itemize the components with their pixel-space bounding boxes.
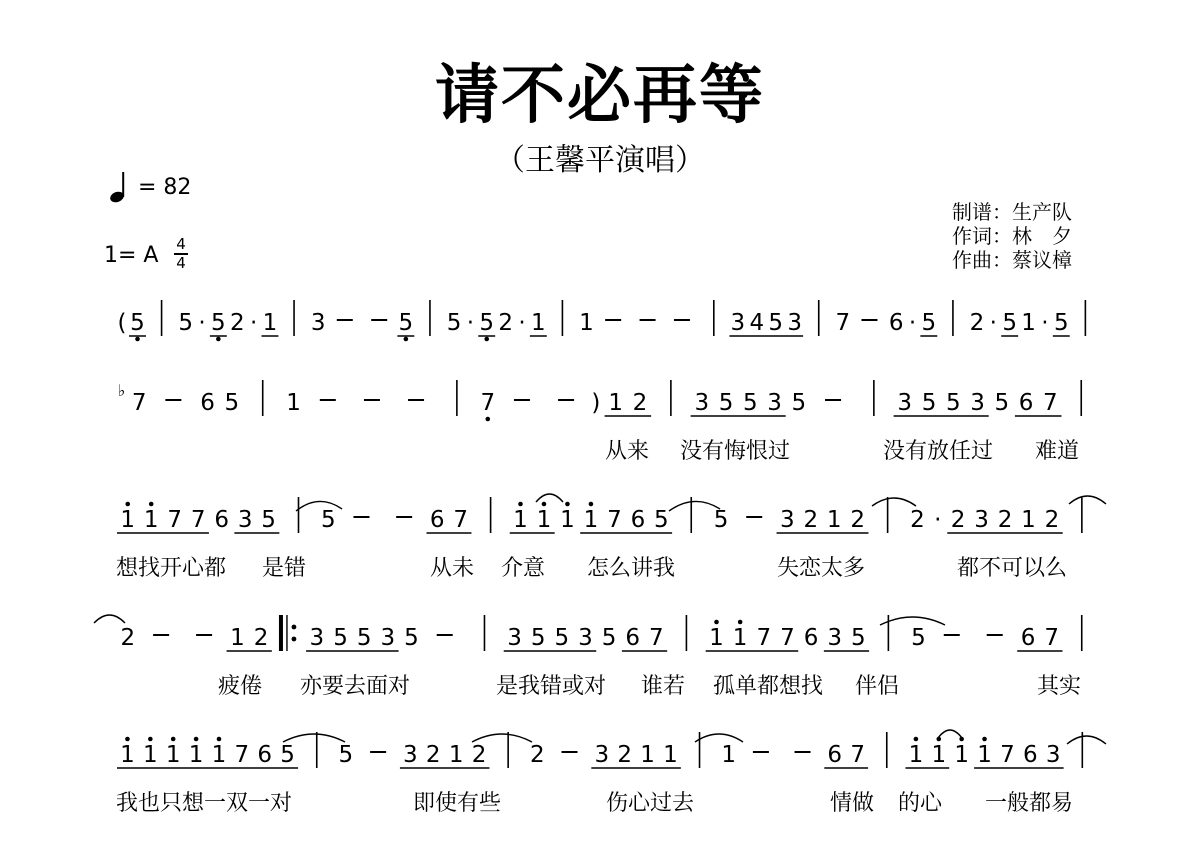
note: 7	[453, 507, 469, 533]
note: 5	[994, 390, 1010, 416]
note: 5	[921, 310, 937, 336]
note: 3	[403, 742, 418, 768]
note: 5	[321, 507, 336, 533]
lyric: 从未	[430, 556, 475, 581]
lyric: 情做	[830, 791, 875, 816]
note: 6	[827, 742, 843, 768]
slur	[472, 734, 532, 742]
note: 3	[767, 390, 782, 416]
note: 5	[338, 742, 354, 768]
note: 2	[617, 742, 632, 768]
note: 5	[280, 742, 295, 768]
score-system	[118, 300, 1086, 341]
open-paren: (	[117, 310, 127, 336]
note: 1	[583, 507, 599, 533]
note: 3	[827, 625, 842, 651]
octave-dot-below	[404, 337, 409, 342]
score-system	[118, 380, 1082, 464]
note: 7	[234, 742, 250, 768]
lyric: 一般都易	[985, 791, 1074, 816]
note: 7	[649, 625, 664, 651]
note: 1	[120, 742, 135, 768]
note: 2	[229, 310, 245, 336]
note: 1	[977, 742, 992, 768]
slur	[283, 734, 345, 742]
note: 2	[632, 390, 648, 416]
note: 3	[578, 625, 593, 651]
octave-dot-above	[589, 502, 594, 507]
slur	[872, 498, 916, 506]
dot: ·	[934, 507, 942, 533]
note: 5	[791, 390, 807, 416]
note: 7	[850, 742, 865, 768]
lyric: 孤单都想找	[713, 674, 824, 699]
lyric: 伤心过去	[606, 791, 695, 816]
note: 1	[640, 742, 655, 768]
note: 7	[1044, 625, 1059, 651]
note: 1	[531, 310, 546, 336]
lyric: 其实	[1037, 674, 1082, 699]
note: 2	[950, 507, 966, 533]
tempo-value: = 82	[138, 175, 192, 200]
dot: ·	[466, 310, 475, 336]
note: 6	[257, 742, 273, 768]
note: 3	[779, 507, 795, 533]
lyric: 没有放任过	[883, 439, 994, 464]
note: 2	[850, 507, 866, 533]
dot: ·	[249, 310, 258, 336]
credit-value: 林 夕	[1012, 224, 1072, 248]
score-system	[120, 615, 1081, 699]
credit-label: 作曲：	[952, 248, 1012, 272]
slur	[880, 617, 945, 625]
note: 2	[471, 742, 487, 768]
note: 1	[709, 625, 724, 651]
note: 5	[398, 310, 414, 336]
note: 5	[554, 625, 570, 651]
note: 1	[120, 507, 136, 533]
lyric: 没有悔恨过	[680, 439, 791, 464]
note: 3	[787, 310, 802, 336]
note: 1	[230, 625, 245, 651]
slur	[938, 730, 962, 738]
lyric: 我也只想一双一对	[116, 791, 293, 816]
note: 5	[850, 625, 866, 651]
note: 3	[974, 507, 989, 533]
note: 5	[713, 507, 729, 533]
octave-dot-above	[149, 502, 154, 507]
dot: ·	[518, 310, 526, 336]
octave-dot-above	[714, 620, 719, 625]
score-system	[116, 732, 1082, 816]
note: 5	[211, 310, 226, 336]
note: 1	[188, 742, 204, 768]
lyric: 即使有些	[413, 791, 502, 816]
note: 6	[625, 625, 641, 651]
note: 5	[601, 625, 617, 651]
slur	[1067, 736, 1106, 744]
time-signature-denominator: 4	[176, 254, 186, 272]
slur	[695, 734, 743, 742]
credit-label: 作词：	[952, 224, 1012, 248]
note: 3	[594, 742, 610, 768]
note: 1	[1021, 310, 1036, 336]
octave-dot-below	[485, 417, 490, 422]
note: 2	[997, 507, 1013, 533]
note: 3	[730, 310, 746, 336]
credit-label: 制谱：	[952, 200, 1012, 224]
lyric: 从来	[605, 439, 650, 464]
note: 6	[630, 507, 646, 533]
time-signature-numerator: 4	[176, 235, 186, 253]
note: 7	[780, 625, 795, 651]
note: 1	[608, 390, 624, 416]
note: 5	[718, 390, 734, 416]
note: 2	[253, 625, 269, 651]
note: 7	[835, 310, 851, 336]
song-title: 请不必再等	[435, 59, 765, 133]
note: 3	[237, 507, 253, 533]
lyric: 伴侣	[855, 674, 900, 699]
note: 2	[529, 742, 545, 768]
note: 7	[480, 390, 496, 416]
octave-dot-above	[171, 737, 176, 742]
dot: ·	[198, 310, 206, 336]
note: 6	[888, 310, 904, 336]
key-text: 1= A	[104, 243, 159, 268]
octave-dot-above	[914, 737, 919, 742]
note: 6	[803, 625, 819, 651]
lyric: 都不可以么	[957, 556, 1068, 581]
octave-dot-below	[216, 337, 221, 342]
octave-dot-above	[217, 737, 222, 742]
octave-dot-above	[148, 737, 153, 742]
note: 4	[749, 310, 765, 336]
note: 1	[286, 390, 301, 416]
note: 5	[446, 310, 462, 336]
note: 7	[167, 507, 183, 533]
note: 7	[607, 507, 622, 533]
note: 5	[530, 625, 546, 651]
note: 3	[1045, 742, 1061, 768]
note: 7	[1000, 742, 1015, 768]
note: 2	[120, 625, 136, 651]
lyric: 谁若	[641, 674, 686, 699]
note: 5	[1002, 310, 1018, 336]
note: 5	[333, 625, 348, 651]
credit-value: 生产队	[1012, 200, 1072, 224]
dot: ·	[989, 310, 997, 336]
note: 5	[921, 390, 937, 416]
note: 1	[954, 742, 969, 768]
note: 1	[536, 507, 552, 533]
lyric: 失恋太多	[777, 556, 866, 581]
note: 1	[448, 742, 464, 768]
note: 5	[742, 390, 758, 416]
note: 3	[897, 390, 913, 416]
octave-dot-below	[135, 337, 140, 342]
lyric: 亦要去面对	[300, 674, 411, 699]
octave-dot-above	[194, 737, 199, 742]
octave-dot-above	[125, 502, 130, 507]
lyric: 怎么讲我	[587, 556, 676, 581]
note: 1	[908, 742, 924, 768]
note: 5	[404, 625, 419, 651]
note: 1	[165, 742, 181, 768]
performer-subtitle: （王馨平演唱）	[495, 143, 705, 178]
note: 1	[513, 507, 528, 533]
note: 6	[1022, 742, 1038, 768]
note: 3	[970, 390, 985, 416]
slur	[1069, 496, 1106, 504]
note: 1	[262, 310, 278, 336]
note: 1	[211, 742, 227, 768]
note: 1	[721, 742, 736, 768]
note: 5	[356, 625, 372, 651]
repeat-dot	[292, 637, 297, 642]
repeat-bar-thick	[279, 615, 283, 651]
note: 1	[826, 507, 842, 533]
note: 2	[498, 310, 513, 336]
note: 1	[143, 507, 159, 533]
lyric: 介意	[501, 556, 546, 581]
note: 1	[1021, 507, 1036, 533]
octave-dot-above	[125, 737, 130, 742]
slur	[94, 615, 125, 623]
note: 1	[560, 507, 575, 533]
score-system	[116, 497, 1082, 581]
note: 2	[910, 507, 925, 533]
octave-dot-above	[982, 737, 987, 742]
note: 3	[310, 310, 326, 336]
credit-value: 蔡议樟	[1012, 248, 1072, 272]
lyric: 难道	[1035, 439, 1080, 464]
note: 5	[768, 310, 784, 336]
note: 7	[1043, 390, 1058, 416]
note: 5	[945, 390, 961, 416]
note: 6	[214, 507, 229, 533]
note: 1	[579, 310, 594, 336]
note: 1	[732, 625, 748, 651]
lyric: 想找开心都	[116, 556, 227, 581]
dot: ·	[1041, 310, 1049, 336]
octave-dot-above	[738, 620, 743, 625]
octave-dot-above	[542, 502, 547, 507]
lyric: 是我错或对	[496, 674, 607, 699]
note: 3	[309, 625, 325, 651]
note: 5	[178, 310, 193, 336]
note: 6	[1018, 390, 1034, 416]
note: 2	[969, 310, 985, 336]
octave-dot-below	[484, 337, 489, 342]
note: 5	[261, 507, 276, 533]
note: 7	[131, 390, 147, 416]
note: 3	[380, 625, 396, 651]
note: 5	[130, 310, 145, 336]
slur	[669, 501, 720, 511]
note: 3	[507, 625, 522, 651]
note: 1	[663, 742, 678, 768]
dot: ·	[908, 310, 917, 336]
close-paren: )	[591, 390, 601, 416]
note: 6	[200, 390, 215, 416]
note: 1	[931, 742, 947, 768]
note: 3	[694, 390, 710, 416]
flat-sign: ♭	[117, 381, 126, 400]
slur	[536, 494, 563, 502]
note: 5	[911, 625, 926, 651]
note: 6	[1020, 625, 1036, 651]
note: 7	[756, 625, 772, 651]
lyric: 的心	[898, 791, 943, 816]
note: 2	[1044, 507, 1060, 533]
note: 5	[479, 310, 495, 336]
note: 1	[143, 742, 158, 768]
octave-dot-above	[565, 502, 570, 507]
note: 7	[190, 507, 206, 533]
repeat-dot	[292, 625, 297, 630]
note: 2	[425, 742, 441, 768]
note: 5	[654, 507, 669, 533]
note: 2	[803, 507, 819, 533]
octave-dot-above	[518, 502, 523, 507]
lyric: 疲倦	[218, 674, 263, 699]
note: 5	[1053, 310, 1069, 336]
note: 6	[429, 507, 445, 533]
lyric: 是错	[262, 556, 307, 581]
note: 5	[224, 390, 240, 416]
